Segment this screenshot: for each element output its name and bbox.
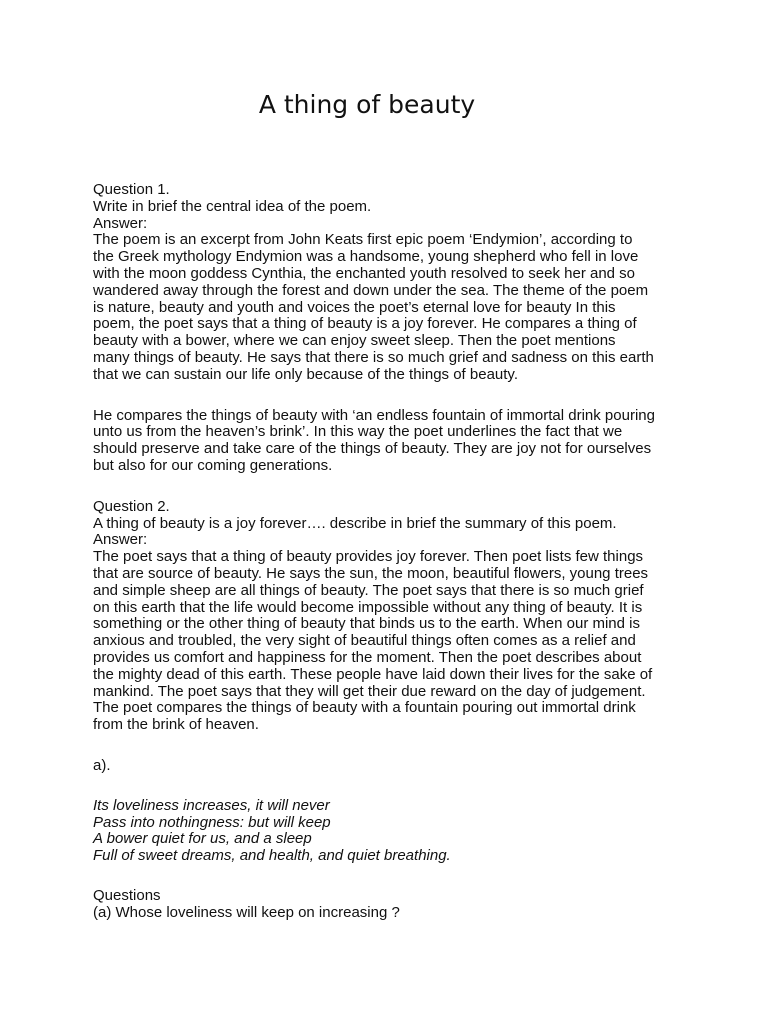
answer-1-paragraph-2 [93,408,683,475]
poem-line: A bower quiet for us, and a sleep [93,830,312,848]
document-body [93,182,683,921]
poem-line: Its loveliness increases, it will never [93,796,330,814]
text-line: The poem is an excerpt from John Keats first epic poem ‘Endymion’, according to [93,231,633,249]
poem-line: Full of sweet dreams, and health, and quiet breathing. [93,847,451,865]
page-title: A thing of beauty [258,90,476,119]
questions-label: Questions [93,886,161,904]
question-2-text: A thing of beauty is a joy forever…. describe in brief the summary of this poem. [93,514,617,532]
text-line: on this earth that the life would become impossible without any thing of beauty. It is [93,598,643,616]
answer-2-paragraph [93,549,683,734]
question-a-text: (a) Whose loveliness will keep on increasing ? [93,903,400,921]
text-line: the Greek mythology Endymion was a handsome, young shepherd who fell in love [93,248,639,266]
text-line: but also for our coming generations. [93,456,333,474]
text-line: unto us from the heaven’s brink’. In this way the poet underlines the fact that we [93,423,623,441]
text-line: the mighty dead of this earth. These people have laid down their lives for the sake of [93,665,653,683]
text-line: The poet compares the things of beauty with a fountain pouring out immortal drink [93,699,636,717]
text-line: anxious and troubled, the very sight of beautiful things often comes as a relief and [93,632,636,650]
question-1-text: Write in brief the central idea of the poem. [93,197,372,215]
text-line: beauty with a bower, where we can enjoy sweet sleep. Then the poet mentions [93,332,616,350]
text-line: He compares the things of beauty with ‘an endless fountain of immortal drink pouring [93,406,655,424]
text-line: mankind. The poet says that they will get their due reward on the day of judgement. [93,682,646,700]
text-line: should preserve and take care of the things of beauty. They are joy not for ourselves [93,440,652,458]
section-a-label: a). [93,756,111,774]
answer-2-label: Answer: [93,531,148,549]
poem-extract [93,798,683,865]
question-1-label: Question 1. [93,181,170,198]
text-line: that we can sustain our life only because of the things of beauty. [93,365,518,383]
text-line: wandered away through the forest and down under the sea. The theme of the poem [93,281,649,299]
text-line: provides us comfort and happiness for the moment. Then the poet describes about [93,648,642,666]
answer-1-paragraph-1 [93,232,683,383]
text-line: is nature, beauty and youth and voices the poet’s eternal love for beauty In this [93,298,616,316]
question-2-label: Question 2. [93,497,170,515]
poem-line: Pass into nothingness: but will keep [93,813,331,831]
text-line: from the brink of heaven. [93,716,259,734]
text-line: many things of beauty. He says that there is so much grief and sadness on this earth [93,348,654,366]
text-line: something or the other thing of beauty that binds us to the earth. When our mind is [93,615,640,633]
answer-1-label: Answer: [93,214,148,232]
text-line: that are source of beauty. He says the sun, the moon, beautiful flowers, young trees [93,564,649,582]
text-line: The poet says that a thing of beauty provides joy forever. Then poet lists few things [93,548,644,566]
text-line: and simple sheep are all things of beauty. The poet says that there is so much grief [93,581,644,599]
text-line: poem, the poet says that a thing of beauty is a joy forever. He compares a thing of [93,315,637,333]
text-line: with the moon goddess Cynthia, the enchanted youth resolved to seek her and so [93,264,636,282]
